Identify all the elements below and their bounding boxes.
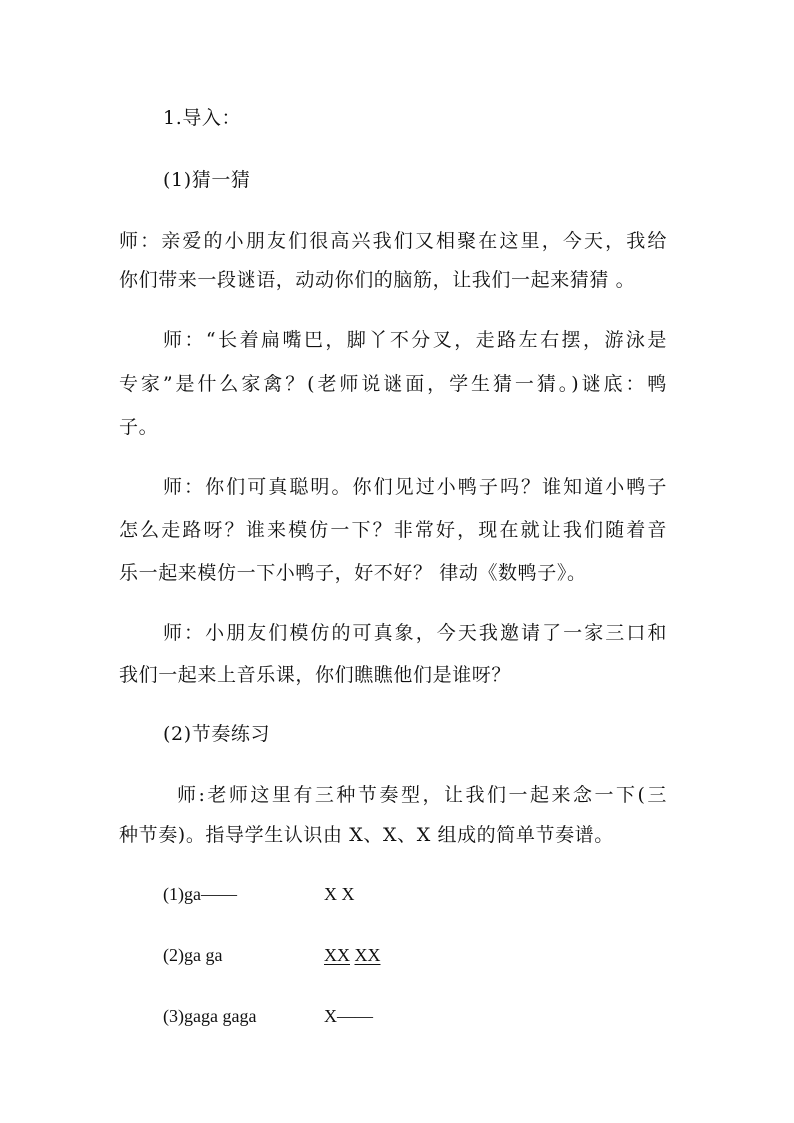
- paragraph-3-line-2: 怎么走路呀？谁来模仿一下？非常好，现在就让我们随着音: [119, 519, 667, 541]
- paragraph-1-line-1: 师：亲爱的小朋友们很高兴我们又相聚在这里，今天，我给: [119, 230, 667, 252]
- rhythm-2-note-b: XX: [354, 945, 381, 965]
- rhythm-item-1-label: (1)ga——: [163, 884, 237, 904]
- section-heading-intro: 1.导入：: [163, 107, 242, 129]
- paragraph-5-line-2: 种节奏)。指导学生认识由 X、X、X 组成的简单节奏谱。: [119, 824, 614, 846]
- paragraph-4-line-2: 我们一起来上音乐课，你们瞧瞧他们是谁呀？: [119, 664, 512, 686]
- subheading-guess: (1)猜一猜: [163, 169, 251, 191]
- rhythm-item-2-notation: [324, 941, 381, 969]
- paragraph-2-line-3: 子。: [119, 416, 159, 438]
- rhythm-3-note-a: X——: [324, 1006, 373, 1026]
- rhythm-item-3-label: (3)gaga gaga: [163, 1006, 257, 1026]
- rhythm-2-note-a: XX: [324, 945, 350, 965]
- paragraph-2-line-2: 专家”是什么家禽？(老师说谜面，学生猜一猜。)谜底：鸭: [119, 373, 667, 395]
- paragraph-1-line-2: 你们带来一段谜语，动动你们的脑筋，让我们一起来猜猜 。: [119, 269, 636, 291]
- paragraph-3-line-3: 乐一起来模仿一下小鸭子，好不好？ 律动《数鸭子》。: [119, 562, 587, 584]
- rhythm-item-2-label: (2)ga ga: [163, 945, 223, 965]
- subheading-rhythm-practice: (2)节奏练习: [163, 723, 271, 745]
- rhythm-item-3-notation: [324, 1002, 373, 1030]
- paragraph-3-line-1: 师：你们可真聪明。你们见过小鸭子吗？谁知道小鸭子: [163, 476, 667, 498]
- paragraph-4-line-1: 师：小朋友们模仿的可真象，今天我邀请了一家三口和: [163, 622, 667, 644]
- rhythm-1-note-a: X: [324, 884, 337, 904]
- paragraph-2-line-1: 师：“长着扁嘴巴，脚丫不分叉，走路左右摆，游泳是: [163, 329, 667, 351]
- paragraph-5-line-1: 师:老师这里有三种节奏型，让我们一起来念一下(三: [177, 784, 667, 806]
- rhythm-item-1-notation: [324, 880, 355, 908]
- rhythm-1-note-b: X: [341, 884, 355, 904]
